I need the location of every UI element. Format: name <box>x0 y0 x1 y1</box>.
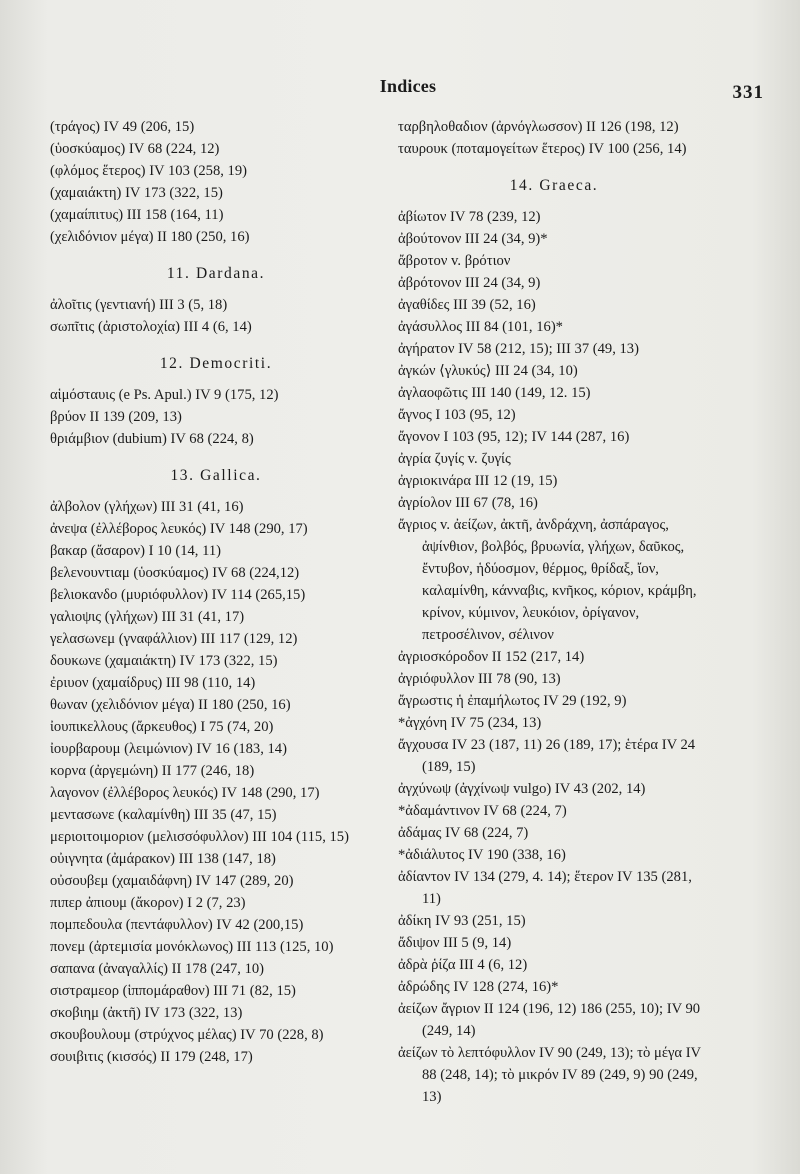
index-entry: ἀγκών ⟨γλυκύς⟩ III 24 (34, 10) <box>398 363 578 379</box>
index-entry: ἄδιψον III 5 (9, 14) <box>398 935 512 951</box>
index-entry: (χαμαιάκτη) IV 173 (322, 15) <box>50 185 223 201</box>
index-entry: οὐιγνητα (ἀμάρακον) III 138 (147, 18) <box>50 851 276 867</box>
index-entry: ἀείζων τὸ λεπτόφυλλον IV 90 (249, 13); τὸ μέγα IV 88 (248, 14); τὸ μικρόν IV 89 (249, 9) 90 (249, 13) <box>398 1045 701 1105</box>
index-entry: ἀνεψα (ἐλλέβορος λευκός) IV 148 (290, 17) <box>50 521 308 537</box>
index-entry: ἀγριοκινάρα III 12 (19, 15) <box>398 473 558 489</box>
index-entry: κορνα (ἀργεμώνη) II 177 (246, 18) <box>50 763 255 779</box>
index-entry: σκοβιημ (ἀκτῆ) IV 173 (322, 13) <box>50 1005 243 1021</box>
index-entry: μεντασωνε (καλαμίνθη) III 35 (47, 15) <box>50 807 277 823</box>
index-entry: *ἀδαμάντινον IV 68 (224, 7) <box>398 803 567 819</box>
index-entry: ἰουπικελλους (ἄρκευθος) I 75 (74, 20) <box>50 719 274 735</box>
running-title: Indices <box>379 76 437 96</box>
index-entry: ἀλβολον (γλήχων) III 31 (41, 16) <box>50 499 244 515</box>
index-entry: λαγονον (ἐλλέβορος λευκός) IV 148 (290, 17) <box>50 785 320 801</box>
index-entry: ἄβροτον v. βρότιον <box>398 253 511 269</box>
index-entry: ἄγρωστις ἡ ἐπαμήλωτος IV 29 (192, 9) <box>398 693 627 709</box>
index-entry: ἀγλαοφῶτις III 140 (149, 12. 15) <box>398 385 591 401</box>
index-entry: ἀγαθίδες III 39 (52, 16) <box>398 297 536 313</box>
index-entry: ἄγχουσα IV 23 (187, 11) 26 (189, 17); ἑτέρα IV 24 (189, 15) <box>398 737 696 775</box>
page-number: 331 <box>732 82 764 103</box>
index-entry: βρύον II 139 (209, 13) <box>50 409 182 425</box>
index-entry: ἀγάσυλλος III 84 (101, 16)* <box>398 319 563 335</box>
index-entry: σαπανα (ἀναγαλλίς) II 178 (247, 10) <box>50 961 265 977</box>
index-entry: οὐσουβεμ (χαμαιδάφνη) IV 147 (289, 20) <box>50 873 294 889</box>
index-entry: ἄγονον I 103 (95, 12); IV 144 (287, 16) <box>398 429 630 445</box>
index-entry: ἄγνος I 103 (95, 12) <box>398 407 516 423</box>
section-heading: 12. Democriti. <box>159 355 273 372</box>
index-entry: σκουβουλουμ (στρύχνος μέλας) IV 70 (228, 8) <box>50 1027 324 1043</box>
index-entry: (χαμαίπιτυς) III 158 (164, 11) <box>50 207 224 223</box>
index-entry: ἐριυον (χαμαίδρυς) III 98 (110, 14) <box>50 675 256 691</box>
index-entry: ταρβηλοθαδιον (ἀρνόγλωσσον) II 126 (198, 12) <box>398 119 679 135</box>
index-entry: ἀλοῖτις (γεντιανή) III 3 (5, 18) <box>50 297 228 313</box>
index-entry: (φλόμος ἕτερος) IV 103 (258, 19) <box>50 163 248 179</box>
section-heading: 11. Dardana. <box>166 265 266 282</box>
index-entry: ἀείζων ἄγριον II 124 (196, 12) 186 (255, 10); IV 90 (249, 14) <box>398 1001 701 1039</box>
index-entry: πονεμ (ἀρτεμισία μονόκλωνος) III 113 (125, 10) <box>50 939 334 955</box>
index-entry: μεριοιτοιμοριον (μελισσόφυλλον) III 104 (115, 15) <box>50 829 349 845</box>
index-entry: ἀβούτονον III 24 (34, 9)* <box>398 231 548 247</box>
section-heading: 13. Gallica. <box>170 467 262 484</box>
index-entry: βελενουντιαμ (ὑοσκύαμος) IV 68 (224,12) <box>50 565 300 581</box>
index-entry: βελιοκανδο (μυριόφυλλον) IV 114 (265,15) <box>50 587 306 603</box>
index-entry: θωναν (χελιδόνιον μέγα) II 180 (250, 16) <box>50 697 291 713</box>
index-column-right <box>398 116 710 1108</box>
index-entry: ἀδίαντον IV 134 (279, 4. 14); ἕτερον IV 135 (281, 11) <box>398 869 692 907</box>
index-entry: ἀδίκη IV 93 (251, 15) <box>398 913 526 929</box>
index-entry: ἀγρίολον III 67 (78, 16) <box>398 495 538 511</box>
index-entry: ἀγριοσκόροδον II 152 (217, 14) <box>398 649 585 665</box>
index-entry: σουιβιτις (κισσός) II 179 (248, 17) <box>50 1049 253 1065</box>
index-entry: πιπερ ἀπιουμ (ἄκορον) I 2 (7, 23) <box>50 895 246 911</box>
index-entry: σιστραμεορ (ἱππομάραθον) III 71 (82, 15) <box>50 983 296 999</box>
index-entry: βακαρ (ἄσαρον) I 10 (14, 11) <box>50 543 221 559</box>
index-entry: γαλιοψις (γλήχων) III 31 (41, 17) <box>50 609 245 625</box>
index-entry: ἀδρὰ ῥίζα III 4 (6, 12) <box>398 957 528 973</box>
index-entry: ἀδρώδης IV 128 (274, 16)* <box>398 979 559 995</box>
index-entry: ἀγχύνωψ (ἀγχίνωψ vulgo) IV 43 (202, 14) <box>398 781 646 797</box>
index-entry: ἀδάμας IV 68 (224, 7) <box>398 825 529 841</box>
index-entry: ἀγρία ζυγίς v. ζυγίς <box>398 451 511 467</box>
index-entry: αἱμόσταυις (e Ps. Apul.) IV 9 (175, 12) <box>50 387 279 403</box>
index-entry: *ἀγχόνη IV 75 (234, 13) <box>398 715 542 731</box>
index-entry: θριάμβιον (dubium) IV 68 (224, 8) <box>50 431 254 447</box>
index-entry: ἄγριος v. ἀείζων, ἀκτῆ, ἀνδράχνη, ἀσπάραγος, ἀψίνθιον, βολβός, βρυωνία, γλήχων, δαῦκος, ἔντυβον, ἡδύοσμον, θέρμος, θρίδαξ, ἴον, καλαμίνθη, κάνναβις, κνῆκος, κόριον, κράμβη, κρίνον, κύμινον, λευκόιον, ὀρίγανον, πετροσέλινον, σέλινον <box>398 517 697 643</box>
index-entry: σωπῖτις (ἀριστολοχία) III 4 (6, 14) <box>50 319 252 335</box>
index-entry: ἰουρβαρουμ (λειμώνιον) IV 16 (183, 14) <box>50 741 287 757</box>
index-entry: ἀγήρατον IV 58 (212, 15); III 37 (49, 13) <box>398 341 639 357</box>
index-entry: πομπεδουλα (πεντάφυλλον) IV 42 (200,15) <box>50 917 304 933</box>
index-entry: (ὑοσκύαμος) IV 68 (224, 12) <box>50 141 220 157</box>
section-heading: 14. Graeca. <box>509 177 599 194</box>
index-entry: (χελιδόνιον μέγα) II 180 (250, 16) <box>50 229 250 245</box>
index-entry: *ἀδιάλυτος IV 190 (338, 16) <box>398 847 566 863</box>
index-entry: δουκωνε (χαμαιάκτη) IV 173 (322, 15) <box>50 653 278 669</box>
index-entry: γελασωνεμ (γναφάλλιον) III 117 (129, 12) <box>50 631 298 647</box>
index-entry: ἀβίωτον IV 78 (239, 12) <box>398 209 541 225</box>
index-entry: ἀβρότονον III 24 (34, 9) <box>398 275 541 291</box>
index-entry: ἀγριόφυλλον III 78 (90, 13) <box>398 671 561 687</box>
index-entry: (τράγος) IV 49 (206, 15) <box>50 119 195 135</box>
page-header <box>52 76 764 106</box>
index-entry: ταυρουκ (ποταμογείτων ἕτερος) IV 100 (256, 14) <box>398 141 687 157</box>
index-column-left <box>50 116 376 1068</box>
